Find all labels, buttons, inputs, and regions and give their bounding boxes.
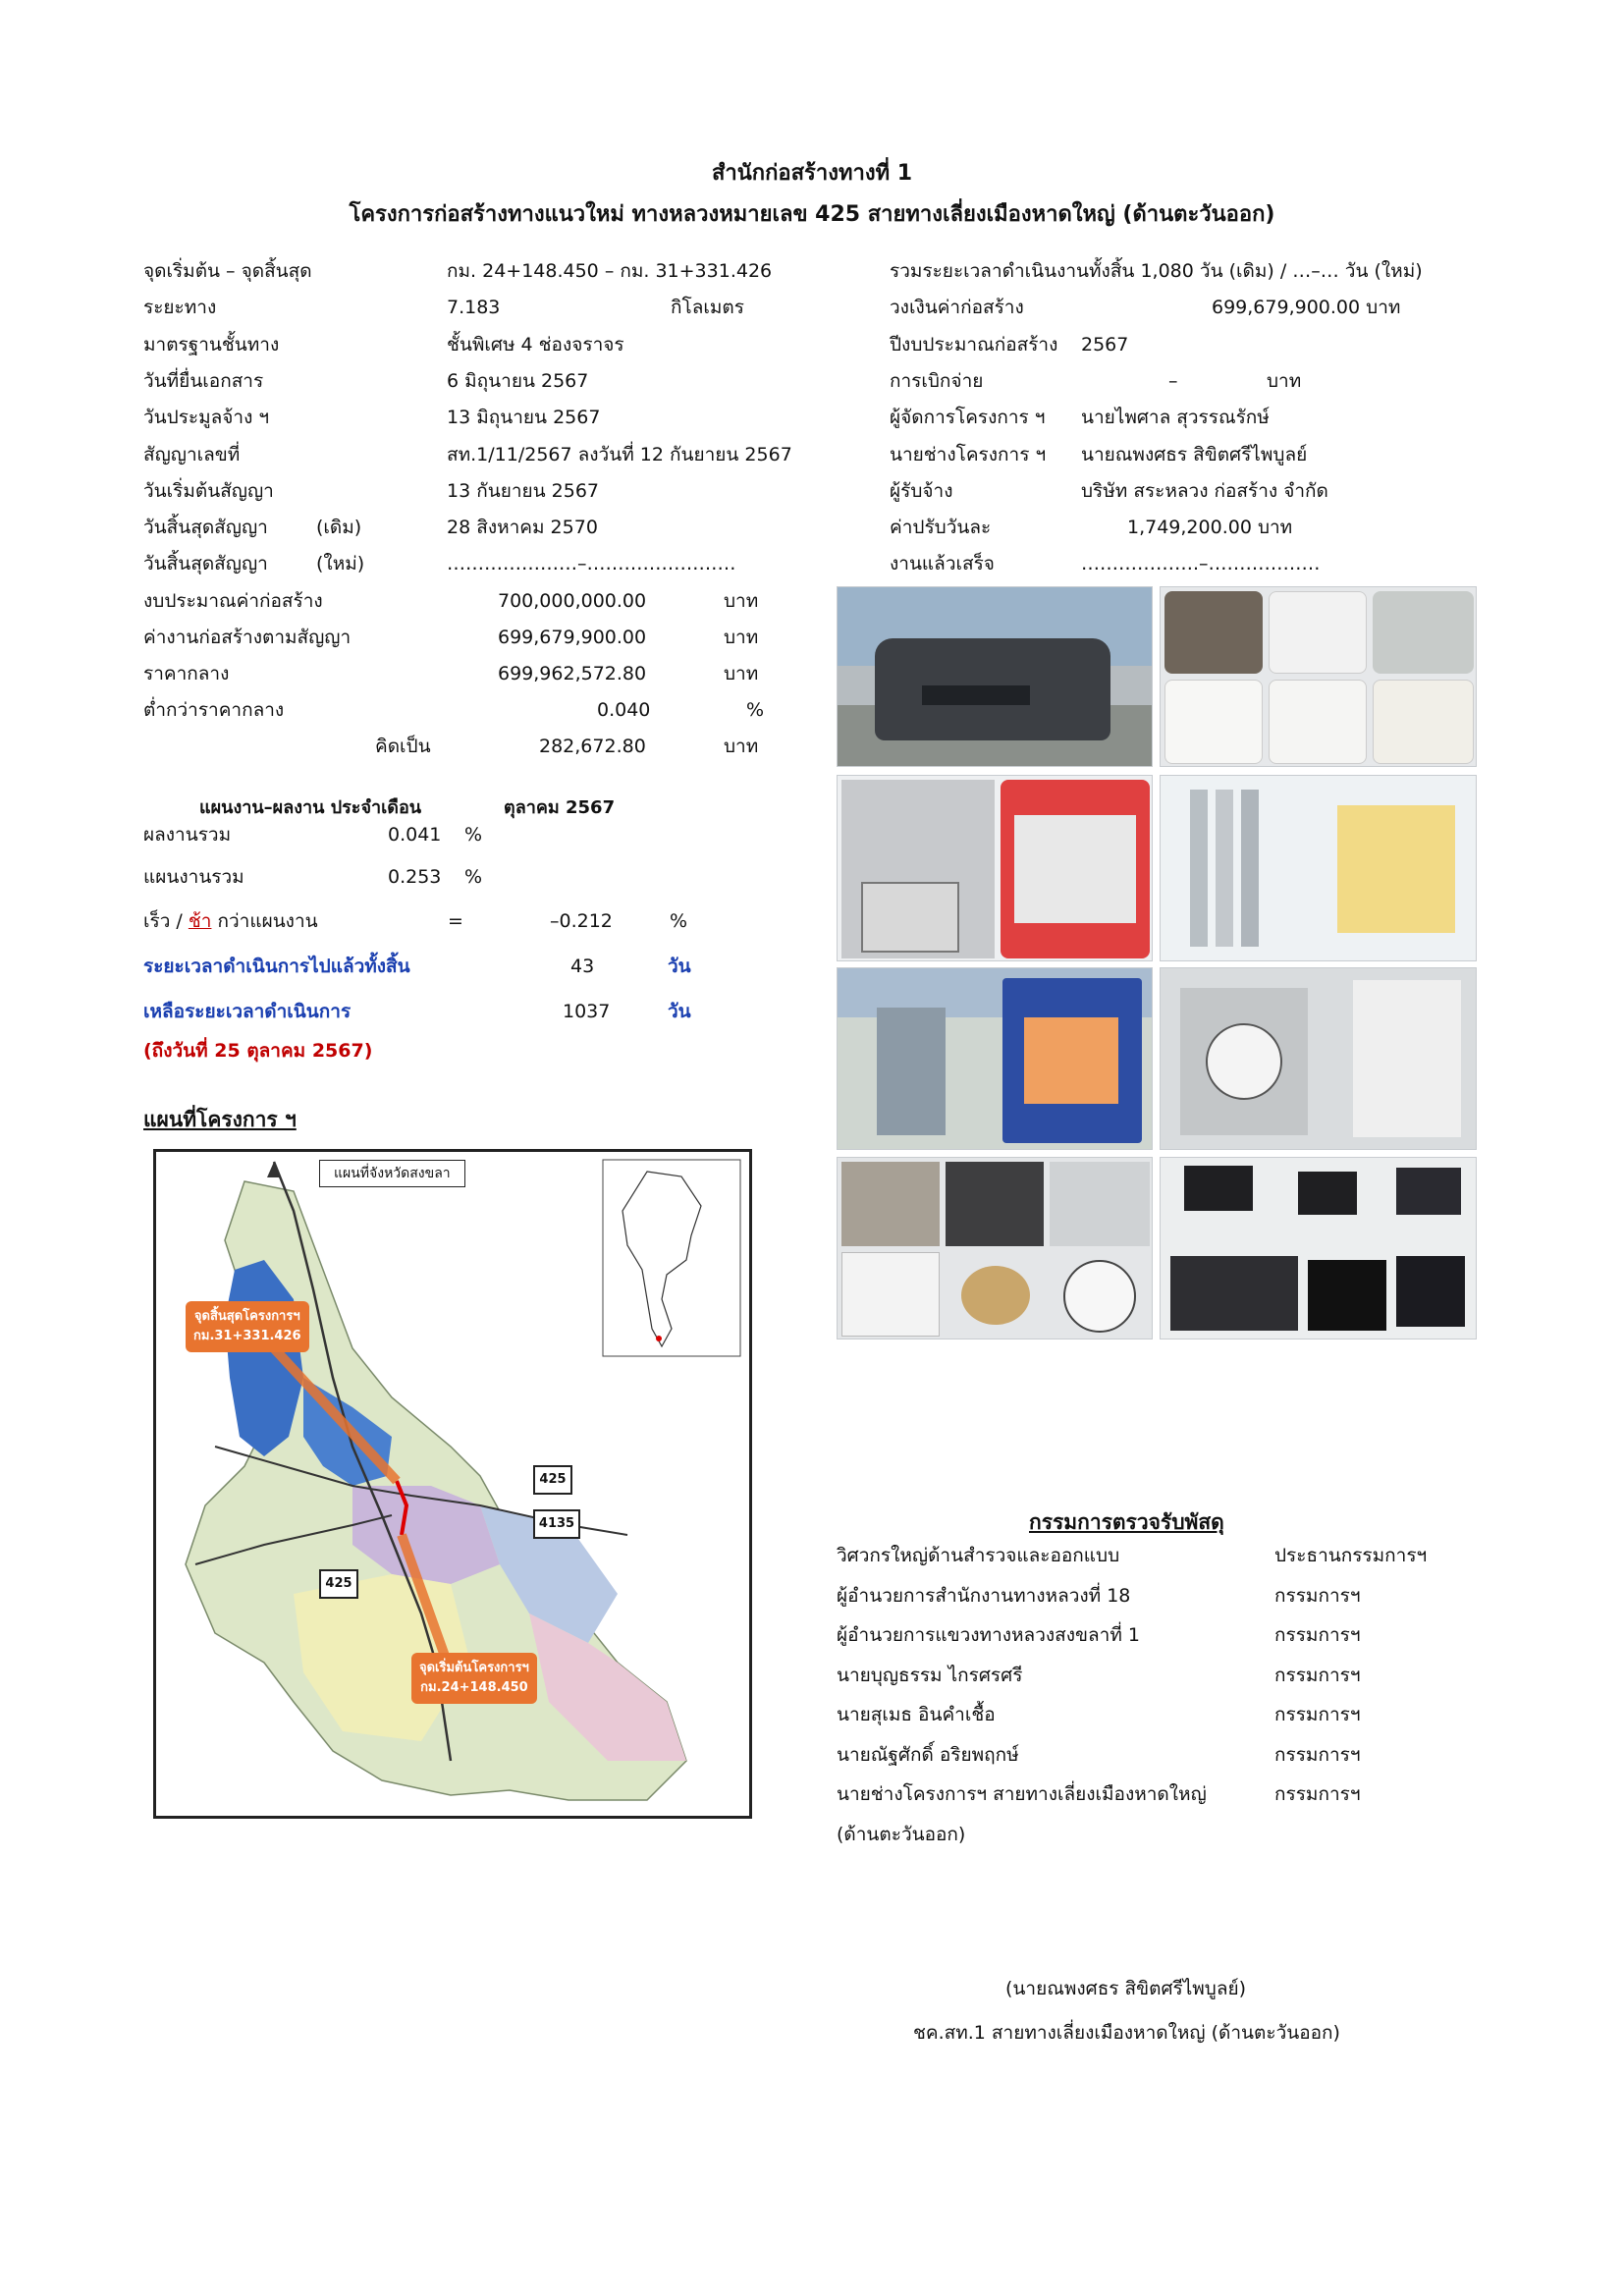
left-info-value: 28 สิงหาคม 2570 <box>447 517 598 539</box>
right-info-value: บริษัท สระหลวง ก่อสร้าง จำกัด <box>1081 479 1328 502</box>
photo-fleet-trucks <box>1160 586 1477 767</box>
actual-label: ผลงานรวม <box>143 824 232 846</box>
progress-title: แผนงาน–ผลงาน ประจำเดือน <box>199 797 422 818</box>
committee-member-role: กรรมการฯ <box>1274 1664 1361 1686</box>
left-info-unit: กิโลเมตร <box>671 297 744 319</box>
plan-unit: % <box>464 866 483 888</box>
diff-value: –0.212 <box>550 910 613 932</box>
diff-eq: = <box>448 910 463 932</box>
right-info-value: 699,679,900.00 บาท <box>1212 297 1401 319</box>
plan-value: 0.253 <box>388 866 442 888</box>
left-info-value: กม. 24+148.450 – กม. 31+331.426 <box>447 260 773 282</box>
committee-member-tail: (ด้านตะวันออก) <box>837 1823 966 1845</box>
start-callout-line1: จุดเริ่มต้นโครงการฯ <box>419 1661 529 1675</box>
left-info-label: วันประมูลจ้าง ฯ <box>143 407 270 429</box>
left-info-value: 7.183 <box>447 297 501 319</box>
inset-location-dot <box>656 1336 662 1341</box>
committee-member-role: ประธานกรรมการฯ <box>1274 1545 1428 1566</box>
actual-unit: % <box>464 824 483 846</box>
right-info-unit: บาท <box>1267 369 1302 392</box>
committee-member-name: นายบุญธรรม ไกรศรศรี <box>837 1664 1023 1686</box>
budget-label: งบประมาณค่าก่อสร้าง <box>143 590 323 612</box>
committee-member-role: กรรมการฯ <box>1274 1704 1361 1725</box>
left-info-label: วันที่ยื่นเอกสาร <box>143 369 264 392</box>
route-tag-4135: 4135 <box>533 1509 580 1539</box>
elapsed-value: 43 <box>570 956 595 977</box>
end-callout-line2: กม.31+331.426 <box>193 1329 301 1343</box>
committee-member-role: กรรมการฯ <box>1274 1783 1361 1805</box>
budget-value: 699,679,900.00 <box>498 627 647 648</box>
diff-label <box>143 903 318 940</box>
budget-unit: บาท <box>724 736 759 757</box>
committee-member-role: กรรมการฯ <box>1274 1743 1361 1766</box>
committee-member-name: ผู้อำนวยการสำนักงานทางหลวงที่ 18 <box>837 1584 1131 1607</box>
right-info-value: นายไพศาล สุวรรณรักษ์ <box>1081 407 1270 429</box>
committee-member-name: วิศวกรใหญ่ด้านสำรวจและออกแบบ <box>837 1545 1120 1566</box>
route-tag-425: 425 <box>533 1465 572 1495</box>
office-title: สำนักก่อสร้างทางที่ 1 <box>711 161 913 186</box>
right-info-label: วงเงินค่าก่อสร้าง <box>890 297 1024 319</box>
left-info-value: ชั้นพิเศษ 4 ช่องจราจร <box>447 333 624 355</box>
project-map <box>153 1149 752 1819</box>
map-graphic <box>156 1152 749 1816</box>
remaining-unit: วัน <box>668 1001 691 1022</box>
right-info-value: นายณพงศธร สิขิตศรีไพบูลย์ <box>1081 443 1308 465</box>
photo-testing-machine <box>1160 967 1477 1150</box>
photo-survey-poles <box>1160 775 1477 961</box>
photo-computers <box>1160 1157 1477 1339</box>
diff-unit: % <box>670 910 688 932</box>
committee-member-role: กรรมการฯ <box>1274 1624 1361 1646</box>
right-info-label: ผู้รับจ้าง <box>890 479 953 502</box>
committee-member-name: นายณัฐศักดิ์ อริยพฤกษ์ <box>837 1743 1019 1766</box>
left-info-label: มาตรฐานชั้นทาง <box>143 333 280 355</box>
progress-month: ตุลาคม 2567 <box>504 797 616 818</box>
left-info-label: วันสิ้นสุดสัญญา <box>143 517 268 539</box>
map-box-title: แผนที่จังหวัดสงขลา <box>319 1160 465 1187</box>
budget-value: 282,672.80 <box>539 736 646 757</box>
actual-value: 0.041 <box>388 824 442 846</box>
right-info-label: ค่าปรับวันละ <box>890 517 992 539</box>
budget-value: 0.040 <box>597 699 651 721</box>
committee-heading: กรรมการตรวจรับพัสดุ <box>1029 1510 1224 1534</box>
end-callout-line1: จุดสิ้นสุดโครงการฯ <box>193 1309 300 1324</box>
left-info-label: วันเริ่มต้นสัญญา <box>143 479 274 502</box>
left-info-value: สท.1/11/2567 ลงวันที่ 12 กันยายน 2567 <box>447 443 792 465</box>
photo-lab-equipment <box>837 967 1153 1150</box>
photo-survey-instruments <box>837 775 1153 961</box>
budget-unit: % <box>746 699 765 721</box>
plan-label: แผนงานรวม <box>143 866 244 888</box>
photo-pickup-truck <box>837 586 1153 767</box>
right-info-label: นายช่างโครงการ ฯ <box>890 443 1047 465</box>
diff-prefix: เร็ว / <box>143 910 189 932</box>
right-info-label: การเบิกจ่าย <box>890 369 984 392</box>
right-info-label: งานแล้วเสร็จ <box>890 553 995 575</box>
start-callout-line2: กม.24+148.450 <box>420 1680 528 1695</box>
left-info-value: 6 มิถุนายน 2567 <box>447 369 589 392</box>
left-info-value: 13 กันยายน 2567 <box>447 479 600 502</box>
remaining-label: เหลือระยะเวลาดำเนินการ <box>143 1001 352 1022</box>
budget-label: ต่ำกว่าราคากลาง <box>143 699 285 721</box>
budget-value: 700,000,000.00 <box>498 590 647 612</box>
map-heading: แผนที่โครงการ ฯ <box>143 1108 297 1131</box>
right-info-value: 2567 <box>1081 333 1129 355</box>
project-title: โครงการก่อสร้างทางแนวใหม่ ทางหลวงหมายเลข 425 สายทางเลี่ยงเมืองหาดใหญ่ (ด้านตะวันออก) <box>349 202 1275 227</box>
signature-name: (นายณพงศธร สิขิตศรีไพบูลย์) <box>1005 1978 1247 1999</box>
budget-unit: บาท <box>724 590 759 612</box>
left-info-label-tag: (ใหม่) <box>316 553 365 575</box>
end-point-callout <box>186 1301 309 1352</box>
elapsed-unit: วัน <box>668 956 691 977</box>
start-point-callout <box>411 1653 537 1704</box>
right-info-value: 1,749,200.00 บาท <box>1127 517 1293 539</box>
route-tag-425-west: 425 <box>319 1569 358 1599</box>
right-info-value: ……………….–……………… <box>1081 553 1321 575</box>
right-info-label: ผู้จัดการโครงการ ฯ <box>890 407 1046 429</box>
diff-suffix: กว่าแผนงาน <box>211 910 318 932</box>
right-info-label: รวมระยะเวลาดำเนินงานทั้งสิ้น 1,080 วัน (เดิม) / …–… วัน (ใหม่) <box>890 260 1423 282</box>
budget-label: ราคากลาง <box>143 663 230 684</box>
budget-value: 699,962,572.80 <box>498 663 647 684</box>
right-info-value: – <box>1168 369 1178 392</box>
signature-position: ชค.สท.1 สายทางเลี่ยงเมืองหาดใหญ่ (ด้านตะวันออก) <box>913 2022 1340 2044</box>
budget-unit: บาท <box>724 663 759 684</box>
left-info-label: วันสิ้นสุดสัญญา <box>143 553 268 575</box>
elapsed-label: ระยะเวลาดำเนินการไปแล้วทั้งสิ้น <box>143 956 410 977</box>
committee-member-name: ผู้อำนวยการแขวงทางหลวงสงขลาที่ 1 <box>837 1624 1140 1646</box>
committee-member-name: นายสุเมธ อินคำเชื้อ <box>837 1704 996 1725</box>
photo-lab-tools <box>837 1157 1153 1339</box>
as-of-date: (ถึงวันที่ 25 ตุลาคม 2567) <box>143 1040 373 1062</box>
budget-label: คิดเป็น <box>375 736 431 757</box>
left-info-label: สัญญาเลขที่ <box>143 443 241 465</box>
committee-member-name: นายช่างโครงการฯ สายทางเลี่ยงเมืองหาดใหญ่ <box>837 1783 1207 1805</box>
remaining-value: 1037 <box>563 1001 611 1022</box>
right-info-label: ปีงบประมาณก่อสร้าง <box>890 333 1058 355</box>
budget-unit: บาท <box>724 627 759 648</box>
left-info-label-tag: (เดิม) <box>316 517 362 539</box>
diff-slow: ช้า <box>188 910 212 932</box>
committee-member-role: กรรมการฯ <box>1274 1584 1361 1607</box>
left-info-value: …………………–…………………… <box>447 553 736 575</box>
left-info-label: จุดเริ่มต้น – จุดสิ้นสุด <box>143 260 312 282</box>
budget-label: ค่างานก่อสร้างตามสัญญา <box>143 627 352 648</box>
left-info-label: ระยะทาง <box>143 297 217 319</box>
left-info-value: 13 มิถุนายน 2567 <box>447 407 601 429</box>
